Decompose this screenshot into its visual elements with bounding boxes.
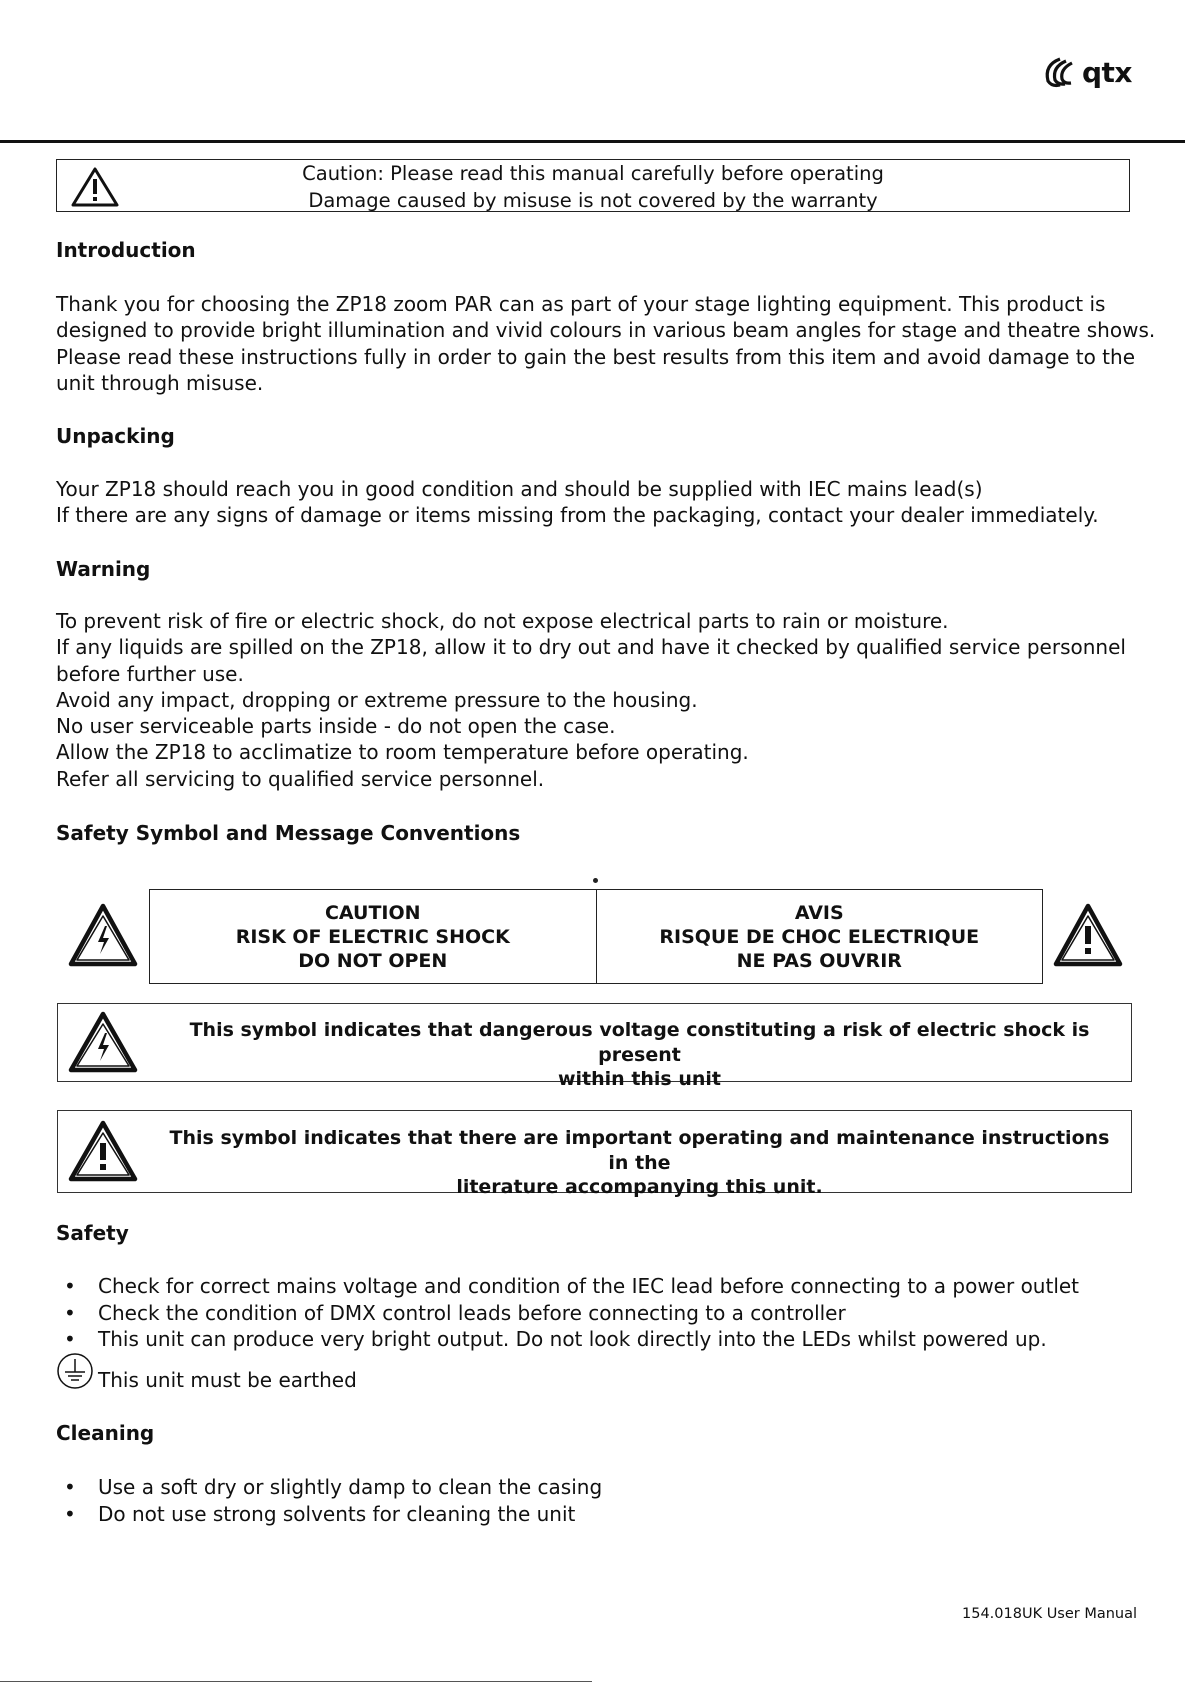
- caution-label-table: [149, 889, 1043, 984]
- earth-note: This unit must be earthed: [98, 1368, 357, 1392]
- warning-heading: Warning: [56, 557, 151, 581]
- voltage-text-line: This symbol indicates that dangerous voltage constituting a risk of electric shock is present: [189, 1019, 1090, 1066]
- english-label-line: CAUTION: [324, 901, 421, 924]
- logo-text: qtx: [1082, 55, 1132, 89]
- instruction-symbol-text: [168, 1126, 1111, 1200]
- unpacking-heading: Unpacking: [56, 424, 175, 448]
- header-divider: [0, 140, 1185, 143]
- warning-line: Allow the ZP18 to acclimatize to room temperature before operating.: [56, 740, 749, 765]
- safety-list-item: [56, 1273, 1136, 1299]
- unpacking-line: If there are any signs of damage or items missing from the packaging, contact your dealer immediately.: [56, 503, 1099, 528]
- instruction-text-line: This symbol indicates that there are important operating and maintenance instructions in the: [169, 1127, 1110, 1174]
- bullet: •: [64, 1502, 76, 1526]
- warning-line: Refer all servicing to qualified service personnel.: [56, 766, 545, 791]
- bullet: •: [64, 1274, 76, 1298]
- safety-item-text: Check for correct mains voltage and condition of the IEC lead before connecting to a power outlet: [98, 1274, 1080, 1298]
- cleaning-item-text: Do not use strong solvents for cleaning the unit: [98, 1502, 576, 1526]
- caution-box: [56, 159, 1130, 212]
- french-label-line: NE PAS OUVRIR: [736, 949, 902, 972]
- english-label-line: RISK OF ELECTRIC SHOCK: [235, 925, 510, 948]
- warning-line: To prevent risk of fire or electric shock, do not expose electrical parts to rain or moisture.: [56, 609, 949, 633]
- caution-line-2: Damage caused by misuse is not covered by the warranty: [308, 189, 878, 212]
- caution-message: [217, 160, 969, 214]
- electric-shock-icon: [67, 1010, 139, 1076]
- cleaning-heading: Cleaning: [56, 1421, 155, 1445]
- warning-paragraph: [56, 608, 1136, 792]
- conventions-heading: Safety Symbol and Message Conventions: [56, 821, 521, 845]
- bottom-divider: [0, 1681, 592, 1682]
- introduction-line: unit through misuse.: [56, 370, 264, 395]
- french-label-cell: [596, 890, 1043, 983]
- warning-triangle-icon: [1052, 902, 1124, 970]
- footer-manual-id: 154.018UK User Manual: [962, 1606, 1138, 1622]
- bullet: •: [64, 1327, 76, 1351]
- voltage-text-line: within this unit: [557, 1068, 722, 1090]
- electric-shock-icon: [67, 902, 139, 970]
- unpacking-paragraph: [56, 476, 1136, 529]
- french-label-line: RISQUE DE CHOC ELECTRIQUE: [659, 925, 980, 948]
- instruction-text-line: literature accompanying this unit.: [456, 1176, 823, 1198]
- safety-list-item: [56, 1326, 1136, 1352]
- qtx-logo-icon: [1040, 55, 1078, 89]
- french-label-line: AVIS: [794, 901, 844, 924]
- bullet: •: [64, 1301, 76, 1325]
- english-label-cell: [150, 890, 596, 983]
- introduction-line: Please read these instructions fully in order to gain the best results from this item and avoid damage to the: [56, 344, 1135, 369]
- cleaning-list-item: [56, 1474, 1136, 1500]
- unpacking-line: Your ZP18 should reach you in good condition and should be supplied with IEC mains lead(s): [56, 477, 983, 501]
- cleaning-item-text: Use a soft dry or slightly damp to clean the casing: [98, 1475, 603, 1499]
- warning-line: If any liquids are spilled on the ZP18, allow it to dry out and have it checked by qualified service personnel: [56, 635, 1126, 660]
- introduction-line: designed to provide bright illumination and vivid colours in various beam angles for stage and theatre shows.: [56, 318, 1156, 343]
- bullet: •: [64, 1475, 76, 1499]
- voltage-symbol-text: [168, 1018, 1111, 1092]
- safety-heading: Safety: [56, 1221, 129, 1245]
- warning-triangle-icon: [70, 166, 120, 208]
- instruction-symbol-box: [57, 1110, 1132, 1198]
- brand-logo: [1040, 52, 1132, 92]
- safety-item-text: This unit can produce very bright output. Do not look directly into the LEDs whilst powered up.: [98, 1327, 1047, 1351]
- warning-line: No user serviceable parts inside - do not open the case.: [56, 714, 616, 739]
- warning-triangle-icon: [67, 1119, 139, 1185]
- caution-line-1: Caution: Please read this manual carefully before operating: [302, 162, 884, 185]
- safety-item-text: Check the condition of DMX control leads before connecting to a controller: [98, 1301, 846, 1325]
- safety-list-item: [56, 1300, 1136, 1326]
- english-label-line: DO NOT OPEN: [298, 949, 448, 972]
- earth-ground-icon: [56, 1352, 94, 1390]
- introduction-heading: Introduction: [56, 238, 196, 262]
- cleaning-list-item: [56, 1501, 1136, 1527]
- dot-mark: [593, 878, 598, 883]
- introduction-line: Thank you for choosing the ZP18 zoom PAR can as part of your stage lighting equipment. This product is: [56, 292, 1106, 316]
- warning-line: Avoid any impact, dropping or extreme pressure to the housing.: [56, 687, 698, 712]
- introduction-paragraph: [56, 291, 1156, 396]
- warning-line: before further use.: [56, 661, 244, 686]
- voltage-symbol-box: [57, 1003, 1132, 1090]
